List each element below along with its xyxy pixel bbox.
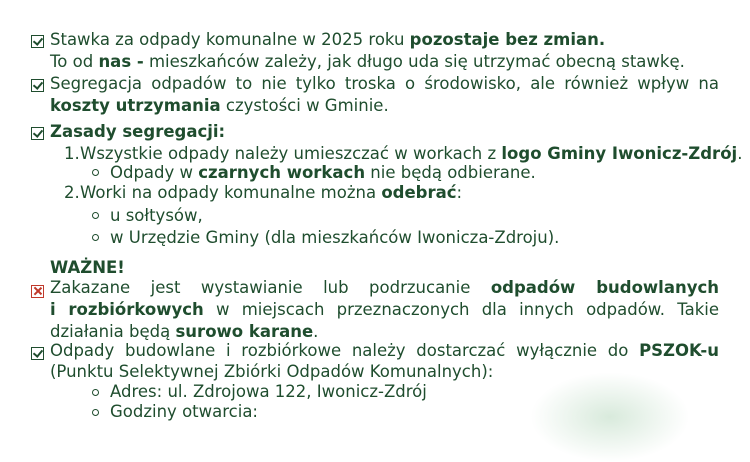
rule-item-2-sub-1: u sołtysów, <box>110 206 203 225</box>
rule-item-2-sub-2: w Urzędzie Gminy (dla mieszkańców Iwonicza-Zdroju). <box>110 228 560 247</box>
circle-bullet-icon <box>92 409 99 416</box>
prohibition-line3: działania będą surowo karane. <box>50 322 319 341</box>
circle-bullet-icon <box>92 389 99 396</box>
checkbox-checked-icon <box>31 127 44 140</box>
pszok-hours: Godziny otwarcia: <box>110 402 258 421</box>
checkbox-checked-icon <box>31 79 44 92</box>
segregation-statement-line1: Segregacja odpadów to nie tylko troska o środowisko, ale również wpływ na <box>50 74 719 93</box>
circle-bullet-icon <box>92 212 99 219</box>
rule-item-2: Worki na odpady komunalne można odebrać: <box>80 183 463 202</box>
important-heading: WAŻNE! <box>50 258 125 277</box>
rate-statement: Stawka za odpady komunalne w 2025 roku pozostaje bez zmian. <box>50 30 606 49</box>
list-number: 1. <box>64 144 80 163</box>
circle-bullet-icon <box>92 234 99 241</box>
rules-heading: Zasady segregacji: <box>50 122 226 141</box>
prohibition-line2: i rozbiórkowych w miejscach przeznaczonych dla innych odpadów. Takie <box>50 300 719 319</box>
pszok-address: Adres: ul. Zdrojowa 122, Iwonicz-Zdrój <box>110 382 427 401</box>
decorative-shadow <box>530 372 690 462</box>
list-number: 2. <box>64 183 80 202</box>
rule-item-1-sub: Odpady w czarnych workach nie będą odbierane. <box>110 163 536 182</box>
checkbox-checked-icon <box>31 35 44 48</box>
rate-depends-statement: To od nas - mieszkańców zależy, jak długo uda się utrzymać obecną stawkę. <box>50 52 685 71</box>
pszok-line2: (Punktu Selektywnej Zbiórki Odpadów Komunalnych): <box>50 362 494 381</box>
pszok-line1: Odpady budowlane i rozbiórkowe należy dostarczać wyłącznie do PSZOK-u <box>50 341 719 360</box>
circle-bullet-icon <box>92 169 99 176</box>
rule-item-1: Wszystkie odpady należy umieszczać w workach z logo Gminy Iwonicz-Zdrój. <box>80 144 743 163</box>
prohibition-line1: Zakazane jest wystawianie lub podrzucanie odpadów budowlanych <box>50 278 719 297</box>
segregation-statement-line2: koszty utrzymania czystości w Gminie. <box>50 96 389 115</box>
checkbox-checked-icon <box>31 347 44 360</box>
checkbox-cross-icon <box>31 285 44 298</box>
